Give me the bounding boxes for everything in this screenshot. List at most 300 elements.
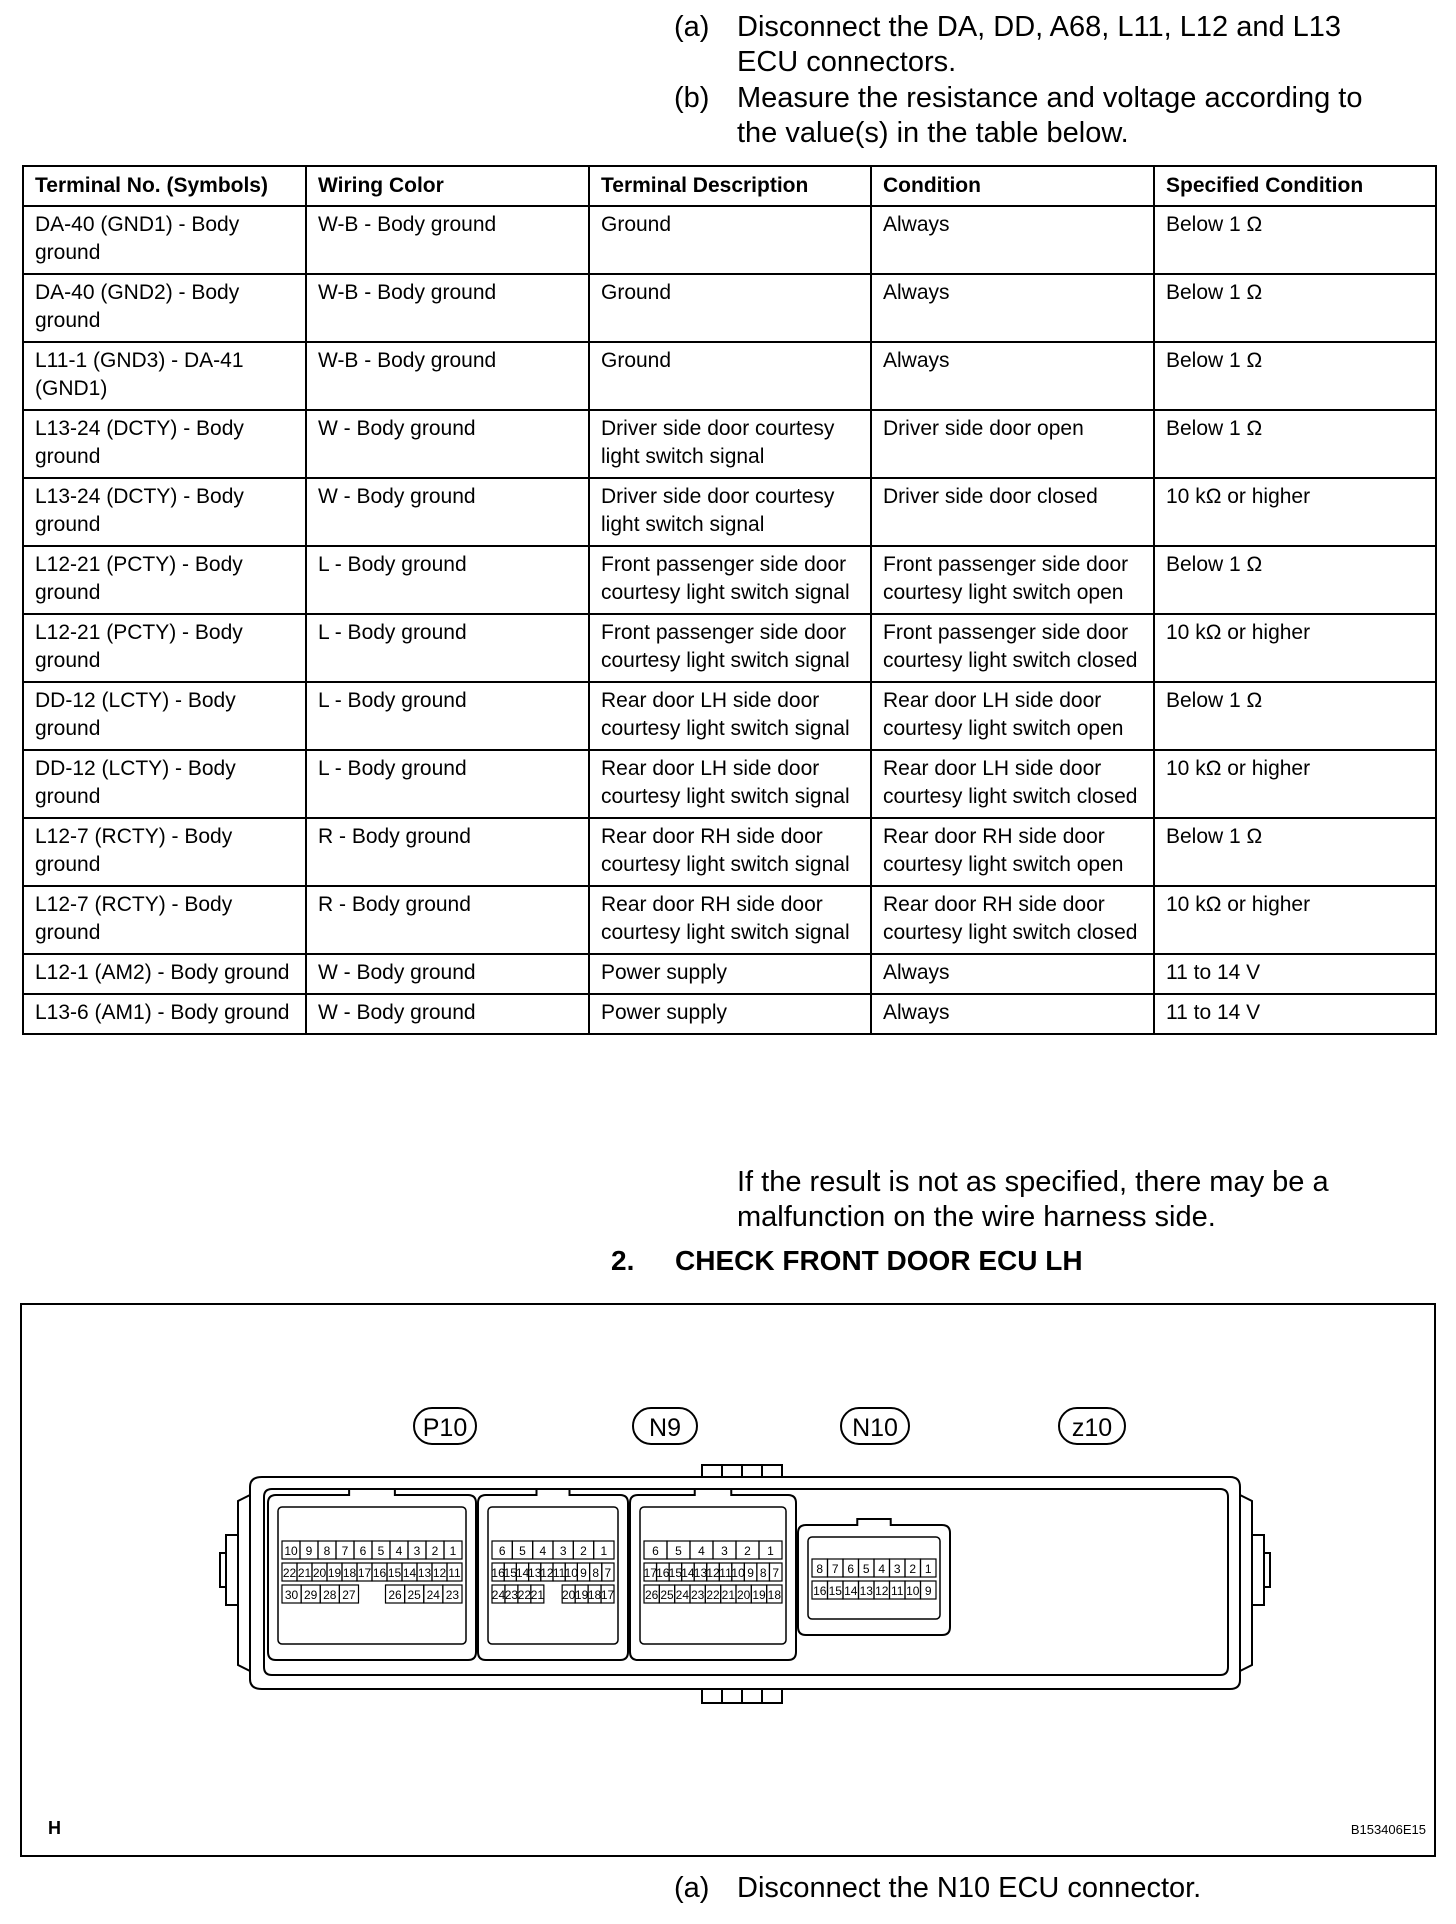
connector-pin xyxy=(402,1563,417,1581)
cell-specified-condition: 11 to 14 V xyxy=(1154,994,1436,1034)
pin-number: 4 xyxy=(878,1562,886,1576)
step-text-line: Disconnect the DA, DD, A68, L11, L12 and L13 xyxy=(737,11,1342,43)
pin-number: 3 xyxy=(559,1544,567,1558)
cell-wiring-color: W - Body ground xyxy=(306,410,589,478)
pin-number: 23 xyxy=(445,1588,460,1602)
connector-pin xyxy=(327,1563,342,1581)
connector-face xyxy=(808,1537,940,1619)
pin-number: 16 xyxy=(813,1584,827,1598)
connector-pin xyxy=(905,1581,921,1599)
cell-condition: Driver side door closed xyxy=(871,478,1154,546)
cell-specified-condition: 10 kΩ or higher xyxy=(1154,886,1436,954)
pin-number: 24 xyxy=(491,1588,506,1602)
pin-number: 1 xyxy=(449,1544,457,1558)
pin-number: 24 xyxy=(675,1588,690,1602)
table-row xyxy=(23,954,1436,994)
connector-groups xyxy=(268,1489,950,1660)
header-wiring-color: Wiring Color xyxy=(306,166,589,206)
connector-pin xyxy=(644,1585,659,1603)
connector-pin xyxy=(843,1559,859,1577)
pin-number: 24 xyxy=(426,1588,440,1602)
cell-terminal: DD-12 (LCTY) - Body ground xyxy=(23,682,306,750)
connector-z10 xyxy=(798,1519,950,1635)
connector-figure xyxy=(20,1303,1436,1857)
pin-number: 1 xyxy=(924,1562,932,1576)
cell-condition: Driver side door open xyxy=(871,410,1154,478)
connector-pin xyxy=(890,1559,906,1577)
connector-pin xyxy=(828,1559,844,1577)
connector-pin xyxy=(731,1563,745,1581)
connector-label-n9: N9 xyxy=(632,1407,698,1445)
connector-pin xyxy=(533,1541,553,1559)
connector-pin xyxy=(675,1585,690,1603)
pin-number: 8 xyxy=(759,1566,767,1580)
note-line: malfunction on the wire harness side. xyxy=(737,1201,1216,1233)
connector-pin xyxy=(297,1563,312,1581)
pin-number: 18 xyxy=(767,1588,782,1602)
cell-wiring-color: L - Body ground xyxy=(306,546,589,614)
cell-wiring-color: L - Body ground xyxy=(306,682,589,750)
connector-pin xyxy=(759,1541,782,1559)
connector-pin xyxy=(282,1585,301,1603)
cell-condition: Rear door LH side door courtesy light switch closed xyxy=(871,750,1154,818)
table-row xyxy=(23,886,1436,954)
connector-pin xyxy=(644,1541,667,1559)
pin-number: 22 xyxy=(282,1566,297,1580)
cell-wiring-color: W - Body ground xyxy=(306,954,589,994)
cell-condition: Always xyxy=(871,994,1154,1034)
cell-condition: Always xyxy=(871,342,1154,410)
pin-number: 20 xyxy=(312,1566,327,1580)
pin-number: 16 xyxy=(491,1566,505,1580)
connector-pin xyxy=(562,1585,576,1603)
pin-number: 6 xyxy=(652,1544,659,1558)
step-label: (a) xyxy=(674,1872,710,1904)
cell-terminal: L12-7 (RCTY) - Body ground xyxy=(23,886,306,954)
connector-pin xyxy=(492,1585,506,1603)
pin-number: 11 xyxy=(719,1566,732,1580)
step-a-disconnect-n10 xyxy=(674,1871,1414,1911)
step-label: (a) xyxy=(674,11,710,43)
step-text xyxy=(737,10,1341,80)
table-row xyxy=(23,818,1436,886)
cell-terminal: L12-7 (RCTY) - Body ground xyxy=(23,818,306,886)
pin-number: 11 xyxy=(552,1566,566,1580)
connector-pin xyxy=(405,1585,424,1603)
connector-pin xyxy=(705,1585,720,1603)
header-specified-condition: Specified Condition xyxy=(1154,166,1436,206)
pin-number: 6 xyxy=(359,1544,367,1558)
connector-pin xyxy=(843,1581,859,1599)
pin-number: 14 xyxy=(515,1566,530,1580)
pin-number: 16 xyxy=(372,1566,387,1580)
pin-number: 7 xyxy=(604,1566,612,1580)
table-row xyxy=(23,206,1436,274)
pin-number: 5 xyxy=(675,1544,682,1558)
step-text xyxy=(737,81,1362,151)
header-terminal-description: Terminal Description xyxy=(589,166,871,206)
connector-pin xyxy=(719,1563,732,1581)
pin-number: 3 xyxy=(413,1544,421,1558)
connector-pin xyxy=(767,1585,782,1603)
connector-pin xyxy=(588,1585,602,1603)
pin-number: 7 xyxy=(772,1566,780,1580)
measurement-table xyxy=(22,165,1437,1035)
pin-number: 18 xyxy=(587,1588,602,1602)
cell-terminal-description: Ground xyxy=(589,274,871,342)
step-text-line: Measure the resistance and voltage according to xyxy=(737,82,1363,114)
step-text-line: ECU connectors. xyxy=(737,46,957,78)
pin-number: 17 xyxy=(643,1566,657,1580)
table-row xyxy=(23,342,1436,410)
connector-pin xyxy=(690,1585,705,1603)
pin-number: 16 xyxy=(656,1566,670,1580)
pin-number: 7 xyxy=(831,1562,839,1576)
connector-pin xyxy=(386,1585,405,1603)
connector-pin xyxy=(736,1585,751,1603)
connector-pin xyxy=(426,1541,444,1559)
cell-terminal: L13-24 (DCTY) - Body ground xyxy=(23,478,306,546)
cell-terminal: L12-1 (AM2) - Body ground xyxy=(23,954,306,994)
connector-pin xyxy=(706,1563,720,1581)
pin-number: 21 xyxy=(721,1588,736,1602)
pin-number: 30 xyxy=(284,1588,299,1602)
connector-p10 xyxy=(268,1489,476,1660)
pin-number: 12 xyxy=(706,1566,720,1580)
table-row xyxy=(23,478,1436,546)
cell-specified-condition: Below 1 Ω xyxy=(1154,546,1436,614)
connector-pin xyxy=(320,1585,339,1603)
connector-pin xyxy=(769,1563,782,1581)
pin-number: 14 xyxy=(844,1584,858,1598)
cell-terminal: L13-24 (DCTY) - Body ground xyxy=(23,410,306,478)
cell-specified-condition: Below 1 Ω xyxy=(1154,682,1436,750)
connector-pin xyxy=(921,1581,937,1599)
cell-condition: Rear door RH side door courtesy light switch open xyxy=(871,818,1154,886)
pin-number: 6 xyxy=(847,1562,855,1576)
connector-pin xyxy=(890,1581,906,1599)
pin-number: 15 xyxy=(387,1566,402,1580)
cell-terminal: L11-1 (GND3) - DA-41 (GND1) xyxy=(23,342,306,410)
pin-number: 12 xyxy=(540,1566,554,1580)
pin-number: 22 xyxy=(517,1588,532,1602)
pin-number: 3 xyxy=(893,1562,901,1576)
cell-terminal: L13-6 (AM1) - Body ground xyxy=(23,994,306,1034)
pin-number: 22 xyxy=(706,1588,720,1602)
note-line: If the result is not as specified, there may be a xyxy=(737,1166,1329,1198)
connector-pin xyxy=(531,1585,545,1603)
connector-pin xyxy=(339,1585,358,1603)
table-header-row xyxy=(23,166,1436,206)
cell-terminal-description: Front passenger side door courtesy light switch signal xyxy=(589,546,871,614)
pin-number: 9 xyxy=(747,1566,754,1580)
table-row xyxy=(23,274,1436,342)
pin-number: 2 xyxy=(580,1544,587,1558)
connector-pin xyxy=(432,1563,447,1581)
pin-number: 9 xyxy=(305,1544,313,1558)
table-body xyxy=(23,206,1436,1034)
connector-n10 xyxy=(630,1489,796,1660)
cell-specified-condition: 10 kΩ or higher xyxy=(1154,750,1436,818)
pin-number: 19 xyxy=(752,1588,766,1602)
pin-number: 23 xyxy=(690,1588,705,1602)
cell-terminal-description: Rear door RH side door courtesy light switch signal xyxy=(589,886,871,954)
pin-number: 19 xyxy=(327,1566,342,1580)
step-a-disconnect xyxy=(674,10,1414,80)
pin-number: 15 xyxy=(828,1584,842,1598)
connector-pin xyxy=(859,1559,875,1577)
connector-pin xyxy=(690,1541,713,1559)
connector-pin xyxy=(921,1559,937,1577)
cell-specified-condition: Below 1 Ω xyxy=(1154,274,1436,342)
cell-condition: Front passenger side door courtesy light switch closed xyxy=(871,614,1154,682)
connector-pin xyxy=(492,1541,512,1559)
connector-pin xyxy=(751,1585,766,1603)
connector-pin xyxy=(540,1563,554,1581)
cell-wiring-color: W-B - Body ground xyxy=(306,342,589,410)
connector-pin xyxy=(575,1585,589,1603)
cell-condition: Front passenger side door courtesy light switch open xyxy=(871,546,1154,614)
connector-pin xyxy=(667,1541,690,1559)
cell-terminal-description: Front passenger side door courtesy light switch signal xyxy=(589,614,871,682)
connector-pin xyxy=(390,1541,408,1559)
pin-number: 21 xyxy=(530,1588,545,1602)
cell-wiring-color: L - Body ground xyxy=(306,614,589,682)
cell-terminal-description: Power supply xyxy=(589,994,871,1034)
pin-number: 11 xyxy=(891,1584,904,1598)
pin-number: 9 xyxy=(580,1566,587,1580)
connector-pin xyxy=(713,1541,736,1559)
pin-number: 2 xyxy=(909,1562,917,1576)
pin-number: 4 xyxy=(539,1544,547,1558)
result-note xyxy=(737,1165,1437,1235)
cell-wiring-color: W-B - Body ground xyxy=(306,206,589,274)
step-b-measure xyxy=(674,81,1434,151)
connector-pin xyxy=(874,1559,890,1577)
cell-condition: Always xyxy=(871,954,1154,994)
cell-terminal: L12-21 (PCTY) - Body ground xyxy=(23,614,306,682)
pin-number: 19 xyxy=(574,1588,589,1602)
figure-corner-label: H xyxy=(48,1818,61,1838)
connector-pin xyxy=(577,1563,589,1581)
connector-label-n10: N10 xyxy=(840,1407,910,1445)
connector-pin xyxy=(659,1585,674,1603)
cell-wiring-color: R - Body ground xyxy=(306,818,589,886)
pin-number: 13 xyxy=(859,1584,873,1598)
pin-number: 3 xyxy=(721,1544,728,1558)
connector-pin xyxy=(594,1541,614,1559)
section-title: CHECK FRONT DOOR ECU LH xyxy=(675,1245,1083,1276)
pin-number: 2 xyxy=(431,1544,439,1558)
pin-number: 9 xyxy=(924,1584,932,1598)
pin-number: 1 xyxy=(600,1544,608,1558)
table-row xyxy=(23,682,1436,750)
cell-specified-condition: 10 kΩ or higher xyxy=(1154,614,1436,682)
connector-pin xyxy=(602,1563,614,1581)
cell-wiring-color: W - Body ground xyxy=(306,478,589,546)
cell-terminal-description: Driver side door courtesy light switch signal xyxy=(589,410,871,478)
cell-specified-condition: Below 1 Ω xyxy=(1154,410,1436,478)
cell-terminal: DA-40 (GND2) - Body ground xyxy=(23,274,306,342)
connector-label-z10: z10 xyxy=(1058,1407,1126,1445)
connector-pin xyxy=(812,1581,828,1599)
pin-number: 23 xyxy=(504,1588,519,1602)
pin-number: 26 xyxy=(644,1588,659,1602)
cell-condition: Rear door LH side door courtesy light switch open xyxy=(871,682,1154,750)
cell-terminal-description: Driver side door courtesy light switch signal xyxy=(589,478,871,546)
pin-number: 12 xyxy=(875,1584,889,1598)
pin-number: 5 xyxy=(862,1562,870,1576)
pin-number: 27 xyxy=(342,1588,356,1602)
connector-pin xyxy=(859,1581,875,1599)
step-label: (b) xyxy=(674,82,710,114)
connector-pin xyxy=(387,1563,402,1581)
connector-pin xyxy=(905,1559,921,1577)
pin-number: 28 xyxy=(323,1588,337,1602)
pin-number: 4 xyxy=(698,1544,705,1558)
pin-number: 18 xyxy=(342,1566,357,1580)
cell-specified-condition: Below 1 Ω xyxy=(1154,206,1436,274)
pin-number: 11 xyxy=(448,1566,461,1580)
cell-specified-condition: Below 1 Ω xyxy=(1154,342,1436,410)
pin-number: 7 xyxy=(341,1544,349,1558)
header-terminal: Terminal No. (Symbols) xyxy=(23,166,306,206)
pin-number: 2 xyxy=(744,1544,751,1558)
connector-pin xyxy=(518,1585,532,1603)
pin-number: 17 xyxy=(357,1566,372,1580)
connector-pin xyxy=(300,1541,318,1559)
pin-number: 5 xyxy=(377,1544,385,1558)
figure-code: B153406E15 xyxy=(1350,1822,1426,1837)
step-text-line: the value(s) in the table below. xyxy=(737,117,1129,149)
cell-terminal-description: Rear door LH side door courtesy light switch signal xyxy=(589,750,871,818)
connector-pin xyxy=(342,1563,357,1581)
pin-number: 21 xyxy=(297,1566,312,1580)
pin-number: 10 xyxy=(906,1584,920,1598)
cell-wiring-color: W - Body ground xyxy=(306,994,589,1034)
connector-pin xyxy=(812,1559,828,1577)
pin-number: 15 xyxy=(503,1566,517,1580)
table-row xyxy=(23,546,1436,614)
table-row xyxy=(23,750,1436,818)
connector-pin xyxy=(828,1581,844,1599)
table-row xyxy=(23,410,1436,478)
connector-pin xyxy=(357,1563,372,1581)
connector-pin xyxy=(505,1585,519,1603)
connector-pin xyxy=(282,1541,300,1559)
pin-number: 25 xyxy=(660,1588,674,1602)
pin-number: 8 xyxy=(323,1544,331,1558)
connector-pin xyxy=(336,1541,354,1559)
connector-label-p10: P10 xyxy=(413,1407,477,1445)
connector-pin xyxy=(757,1563,770,1581)
pin-number: 15 xyxy=(668,1566,683,1580)
pin-number: 25 xyxy=(407,1588,421,1602)
step-text: Disconnect the N10 ECU connector. xyxy=(737,1872,1202,1904)
connector-pin xyxy=(601,1585,615,1603)
cell-terminal: DD-12 (LCTY) - Body ground xyxy=(23,750,306,818)
connector-pin xyxy=(444,1541,462,1559)
pin-number: 4 xyxy=(395,1544,403,1558)
connector-pin xyxy=(282,1563,297,1581)
pin-number: 5 xyxy=(519,1544,526,1558)
ecu-connector-drawing xyxy=(22,1305,1434,1855)
pin-number: 13 xyxy=(417,1566,432,1580)
cell-condition: Always xyxy=(871,206,1154,274)
header-condition: Condition xyxy=(871,166,1154,206)
connector-pin xyxy=(553,1541,573,1559)
pin-number: 8 xyxy=(592,1566,600,1580)
connector-pin xyxy=(408,1541,426,1559)
pin-number: 14 xyxy=(681,1566,695,1580)
pin-number: 14 xyxy=(402,1566,417,1580)
connector-pin xyxy=(512,1541,532,1559)
table-row xyxy=(23,614,1436,682)
pin-number: 10 xyxy=(564,1566,578,1580)
connector-pin xyxy=(590,1563,602,1581)
pin-number: 6 xyxy=(498,1544,506,1558)
pin-number: 10 xyxy=(284,1544,298,1558)
connector-n9 xyxy=(478,1489,628,1660)
connector-pin xyxy=(736,1541,759,1559)
connector-pin xyxy=(301,1585,320,1603)
connector-pin xyxy=(354,1541,372,1559)
connector-pin xyxy=(721,1585,736,1603)
pin-number: 10 xyxy=(731,1566,745,1580)
connector-pin xyxy=(417,1563,432,1581)
connector-pin xyxy=(312,1563,327,1581)
pin-number: 8 xyxy=(816,1562,824,1576)
connector-pin xyxy=(372,1563,387,1581)
pin-number: 20 xyxy=(736,1588,751,1602)
cell-wiring-color: W-B - Body ground xyxy=(306,274,589,342)
connector-pin xyxy=(318,1541,336,1559)
pin-number: 29 xyxy=(304,1588,318,1602)
cell-terminal-description: Ground xyxy=(589,206,871,274)
cell-terminal-description: Ground xyxy=(589,342,871,410)
cell-specified-condition: 10 kΩ or higher xyxy=(1154,478,1436,546)
cell-specified-condition: 11 to 14 V xyxy=(1154,954,1436,994)
cell-terminal-description: Rear door RH side door courtesy light switch signal xyxy=(589,818,871,886)
cell-condition: Always xyxy=(871,274,1154,342)
cell-terminal: L12-21 (PCTY) - Body ground xyxy=(23,546,306,614)
pin-number: 13 xyxy=(528,1566,542,1580)
pin-number: 1 xyxy=(767,1544,774,1558)
cell-wiring-color: R - Body ground xyxy=(306,886,589,954)
pin-number: 12 xyxy=(432,1566,447,1580)
connector-pin xyxy=(424,1585,443,1603)
pin-number: 17 xyxy=(600,1588,615,1602)
connector-pin xyxy=(447,1563,462,1581)
cell-specified-condition: Below 1 Ω xyxy=(1154,818,1436,886)
cell-terminal-description: Power supply xyxy=(589,954,871,994)
pin-number: 13 xyxy=(693,1566,708,1580)
connector-pin xyxy=(874,1581,890,1599)
pin-number: 20 xyxy=(561,1588,576,1602)
cell-wiring-color: L - Body ground xyxy=(306,750,589,818)
section-number: 2. xyxy=(611,1245,635,1276)
connector-pin xyxy=(443,1585,462,1603)
cell-terminal-description: Rear door LH side door courtesy light switch signal xyxy=(589,682,871,750)
pin-number: 26 xyxy=(388,1588,402,1602)
connector-pin xyxy=(573,1541,593,1559)
table-row xyxy=(23,994,1436,1034)
connector-pin xyxy=(372,1541,390,1559)
connector-pin xyxy=(744,1563,757,1581)
connector-pin xyxy=(565,1563,579,1581)
cell-condition: Rear door RH side door courtesy light switch closed xyxy=(871,886,1154,954)
cell-terminal: DA-40 (GND1) - Body ground xyxy=(23,206,306,274)
